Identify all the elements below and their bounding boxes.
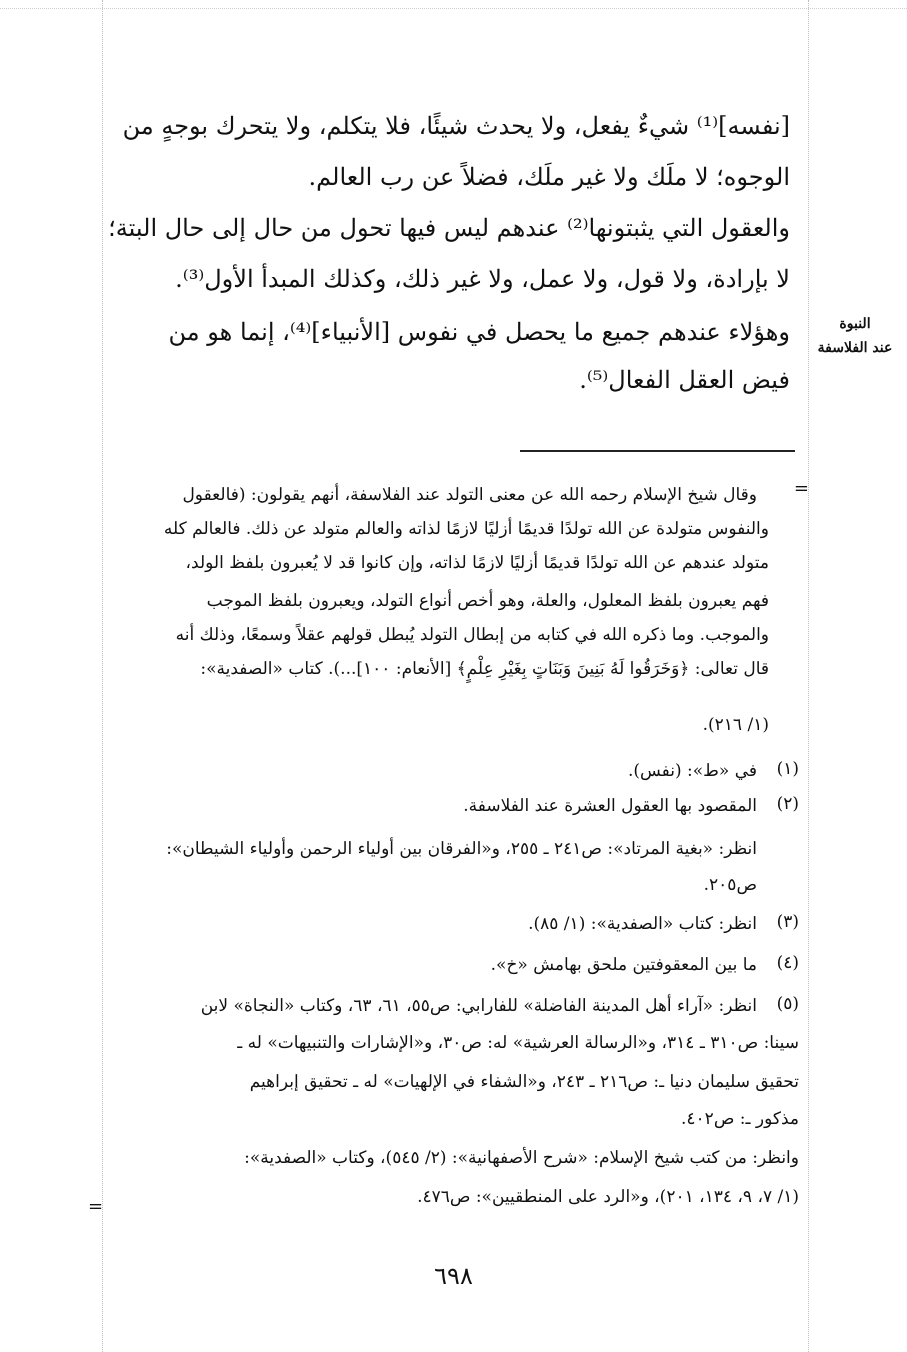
footnote-5-line-5: وانظر: من كتب شيخ الإسلام: «شرح الأصفهانية»: (٢/ ٥٤٥)، وكتاب «الصفدية»: (244, 1148, 799, 1168)
footnote-2-line-2: انظر: «بغية المرتاد»: ص٢٤١ ـ ٢٥٥، و«الفرقان بين أولياء الرحمن وأولياء الشيطان»: (166, 839, 757, 859)
footnote-cont-line-6: قال تعالى: ﴿وَخَرَقُوا لَهُ بَنِينَ وَبَنَاتٍ بِغَيْرِ عِلْمٍ﴾ [الأنعام: ١٠٠]...). كتاب «الصفدية»: (200, 659, 769, 679)
footnote-cont-line-2: والنفوس متولدة عن الله تولدًا قديمًا أزليًا لازمًا لذاته والعالم متولد عن ذلك. فالعالم كله (163, 519, 769, 539)
body-line-2: الوجوه؛ لا ملَك ولا غير ملَك، فضلاً عن رب العالم. (308, 163, 790, 191)
footnote-2-line-1: المقصود بها العقول العشرة عند الفلاسفة. (463, 796, 757, 816)
body-line-3: والعقول التي يثبتونها⁽²⁾ عندهم ليس فيها تحول من حال إلى حال البتة؛ (108, 214, 790, 242)
page-number: ٦٩٨ (434, 1262, 473, 1290)
footnote-separator (520, 450, 795, 452)
footnote-5-line-6: (١/ ٧، ٩، ١٣٤، ٢٠١)، و«الرد على المنطقيين»: ص٤٧٦. (417, 1187, 799, 1207)
continuation-marker-top: = (793, 478, 809, 499)
footnote-cont-line-7: (١/ ٢١٦). (702, 715, 769, 735)
footnote-5-line-1: انظر: «آراء أهل المدينة الفاضلة» للفارابي: ص٥٥، ٦١، ٦٣، وكتاب «النجاة» لابن (200, 996, 757, 1016)
margin-guide-right (808, 0, 809, 1352)
body-line-5: وهؤلاء عندهم جميع ما يحصل في نفوس [الأنبياء]⁽⁴⁾، إنما هو من (168, 318, 790, 346)
footnote-5-number: (٥) (776, 994, 799, 1014)
body-line-6: فيض العقل الفعال⁽⁵⁾. (579, 366, 790, 394)
footnote-5-line-4: مذكور ـ: ص٤٠٢. (681, 1109, 799, 1129)
body-line-1: [نفسه]⁽¹⁾ شيءٌ يفعل، ولا يحدث شيئًا، فلا يتكلم، ولا يتحرك بوجهٍ من (122, 112, 790, 140)
margin-heading-line-2: عند الفلاسفة (817, 340, 893, 356)
continuation-marker-bottom: = (88, 1196, 104, 1217)
footnote-2-number: (٢) (776, 794, 799, 814)
footnote-4-line-1: ما بين المعقوفتين ملحق بهامش «خ». (490, 955, 757, 975)
footnote-4-number: (٤) (776, 953, 799, 973)
body-line-4: لا بإرادة، ولا قول، ولا عمل، ولا غير ذلك، وكذلك المبدأ الأول⁽³⁾. (175, 265, 790, 293)
footnote-cont-line-4: فهم يعبرون بلفظ المعلول، والعلة، وهو أخص أنواع التولد، ويعبرون بلفظ الموجب (206, 591, 769, 611)
footnote-cont-line-3: متولد عندهم عن الله تولدًا قديمًا أزليًا لازمًا لذاته، وإن كانوا قد لا يُعبرون بلفظ الولد، (185, 553, 769, 573)
footnote-5-line-2: سينا: ص٣١٠ ـ ٣١٤، و«الرسالة العرشية» له: ص٣٠، و«الإشارات والتنبيهات» له ـ (237, 1033, 799, 1053)
footnote-1-line-1: في «ط»: (نفس). (627, 761, 757, 781)
footnote-cont-line-1: وقال شيخ الإسلام رحمه الله عن معنى التولد عند الفلاسفة، أنهم يقولون: (فالعقول (182, 485, 757, 505)
footnote-1-number: (١) (776, 759, 799, 779)
margin-heading-line-1: النبوة (839, 316, 871, 332)
margin-heading (815, 312, 895, 360)
footnote-3-number: (٣) (776, 912, 799, 932)
footnote-2-line-3: ص٢٠٥. (703, 875, 757, 895)
footnote-3-line-1: انظر: كتاب «الصفدية»: (١/ ٨٥). (528, 914, 757, 934)
footnote-5-line-3: تحقيق سليمان دنيا ـ: ص٢١٦ ـ ٢٤٣، و«الشفاء في الإلهيات» له ـ تحقيق إبراهيم (249, 1072, 799, 1092)
top-guide (0, 8, 907, 9)
footnote-cont-line-5: والموجب. وما ذكره الله في كتابه من إبطال التولد يُبطل قولهم عقلاً وسمعًا، وذلك أنه (175, 625, 769, 645)
